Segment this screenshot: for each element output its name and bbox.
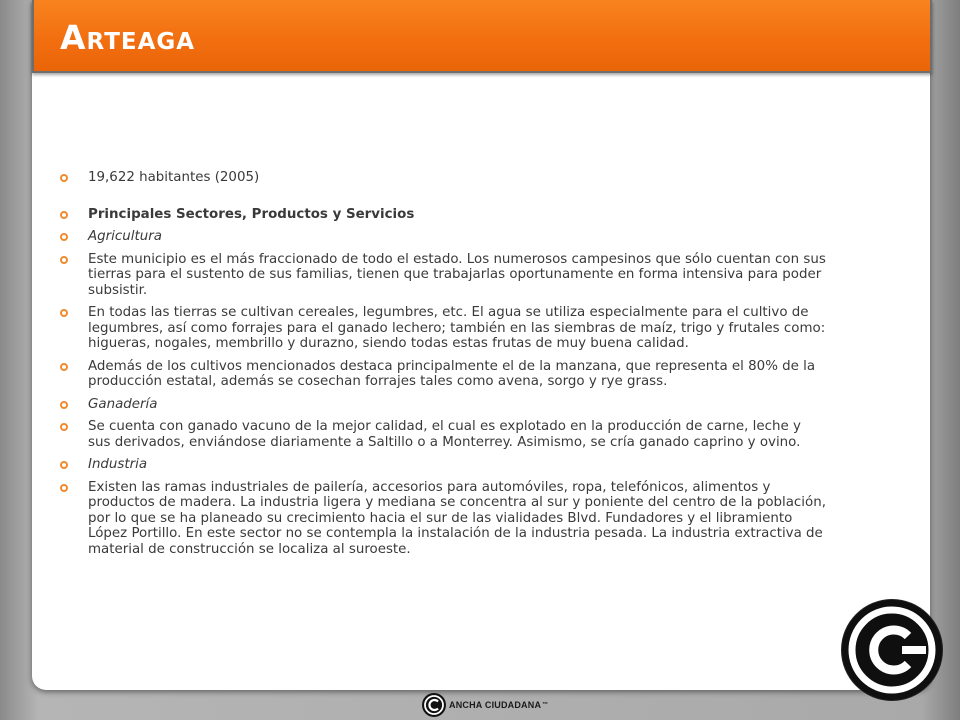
bullet-circle-icon [60,363,68,371]
bullet-circle-icon [60,309,68,317]
paragraph-text: En todas las tierras se cultivan cereales, legumbres, etc. El agua se utiliza especialmente para el cultivo de legumbres, así como forrajes para el ganado lechero; también en las siembras de maíz, trigo y frutales como: higueras, nogales, membrillo y durazno, siendo todas estas frutas de muy buena calidad. [88,305,826,351]
list-item [58,229,826,245]
list-item [58,207,826,223]
population-text: 19,622 habitantes (2005) [88,170,260,185]
list-item [58,457,826,473]
list-item [58,305,826,352]
section-heading: Principales Sectores, Productos y Servicios [88,206,415,222]
list-item [58,419,826,450]
subheading-agricultura: Agricultura [88,229,162,244]
subheading-industria: Industria [88,457,148,472]
brand-mark-icon [422,693,446,717]
subheading-ganaderia: Ganadería [88,396,158,412]
list-item [58,480,826,558]
paragraph-text: Además de los cultivos mencionados destaca principalmente el de la manzana, que representa el 80% de la producción estatal, además se cosechan forrajes tales como avena, sorgo y rye grass. [88,358,816,389]
bullet-circle-icon [60,401,68,409]
list-item [58,359,826,390]
copyright-logo-icon [842,600,942,700]
list-item [58,397,826,413]
bullet-circle-icon [60,484,68,492]
bullet-circle-icon [60,423,68,431]
bullet-circle-icon [60,233,68,241]
trademark-mark: ™ [542,702,549,708]
title-bar [32,0,932,73]
page-title: Arteaga [60,18,196,57]
footer-brand-logo [422,691,548,719]
paragraph-text: Este municipio es el más fraccionado de todo el estado. Los numerosos campesinos que sólo cuentan con sus tierras para el sustento de sus familias, tienen que trabajarlas oportunamente en forma intensiva para poder subsistir. [88,251,826,298]
brand-name: ANCHA CIUDADANA [449,700,542,710]
list-item [58,170,826,186]
bullet-circle-icon [60,256,68,264]
list-item [58,252,826,299]
paragraph-text: Existen las ramas industriales de pailería, accesorios para automóviles, ropa, telefónicos, alimentos y productos de madera. La industria ligera y mediana se concentra al sur y poniente del centro de la población, por lo que se ha planeado su crecimiento hacia el sur de las vialidades Blvd. Fundadores y el libramiento López Portillo. En este sector no se contempla la instalación de la industria pesada. La industria extractiva de material de construcción se localiza al suroeste. [88,479,826,557]
paragraph-text: Se cuenta con ganado vacuno de la mejor calidad, el cual es explotado en la producción de carne, leche y sus derivados, enviándose diariamente a Saltillo o a Monterrey. Asimismo, se cría ganado caprino y ovino. [88,419,801,450]
bullet-circle-icon [60,174,68,182]
bullet-circle-icon [60,461,68,469]
bullet-list [58,170,826,564]
bullet-circle-icon [60,211,68,219]
